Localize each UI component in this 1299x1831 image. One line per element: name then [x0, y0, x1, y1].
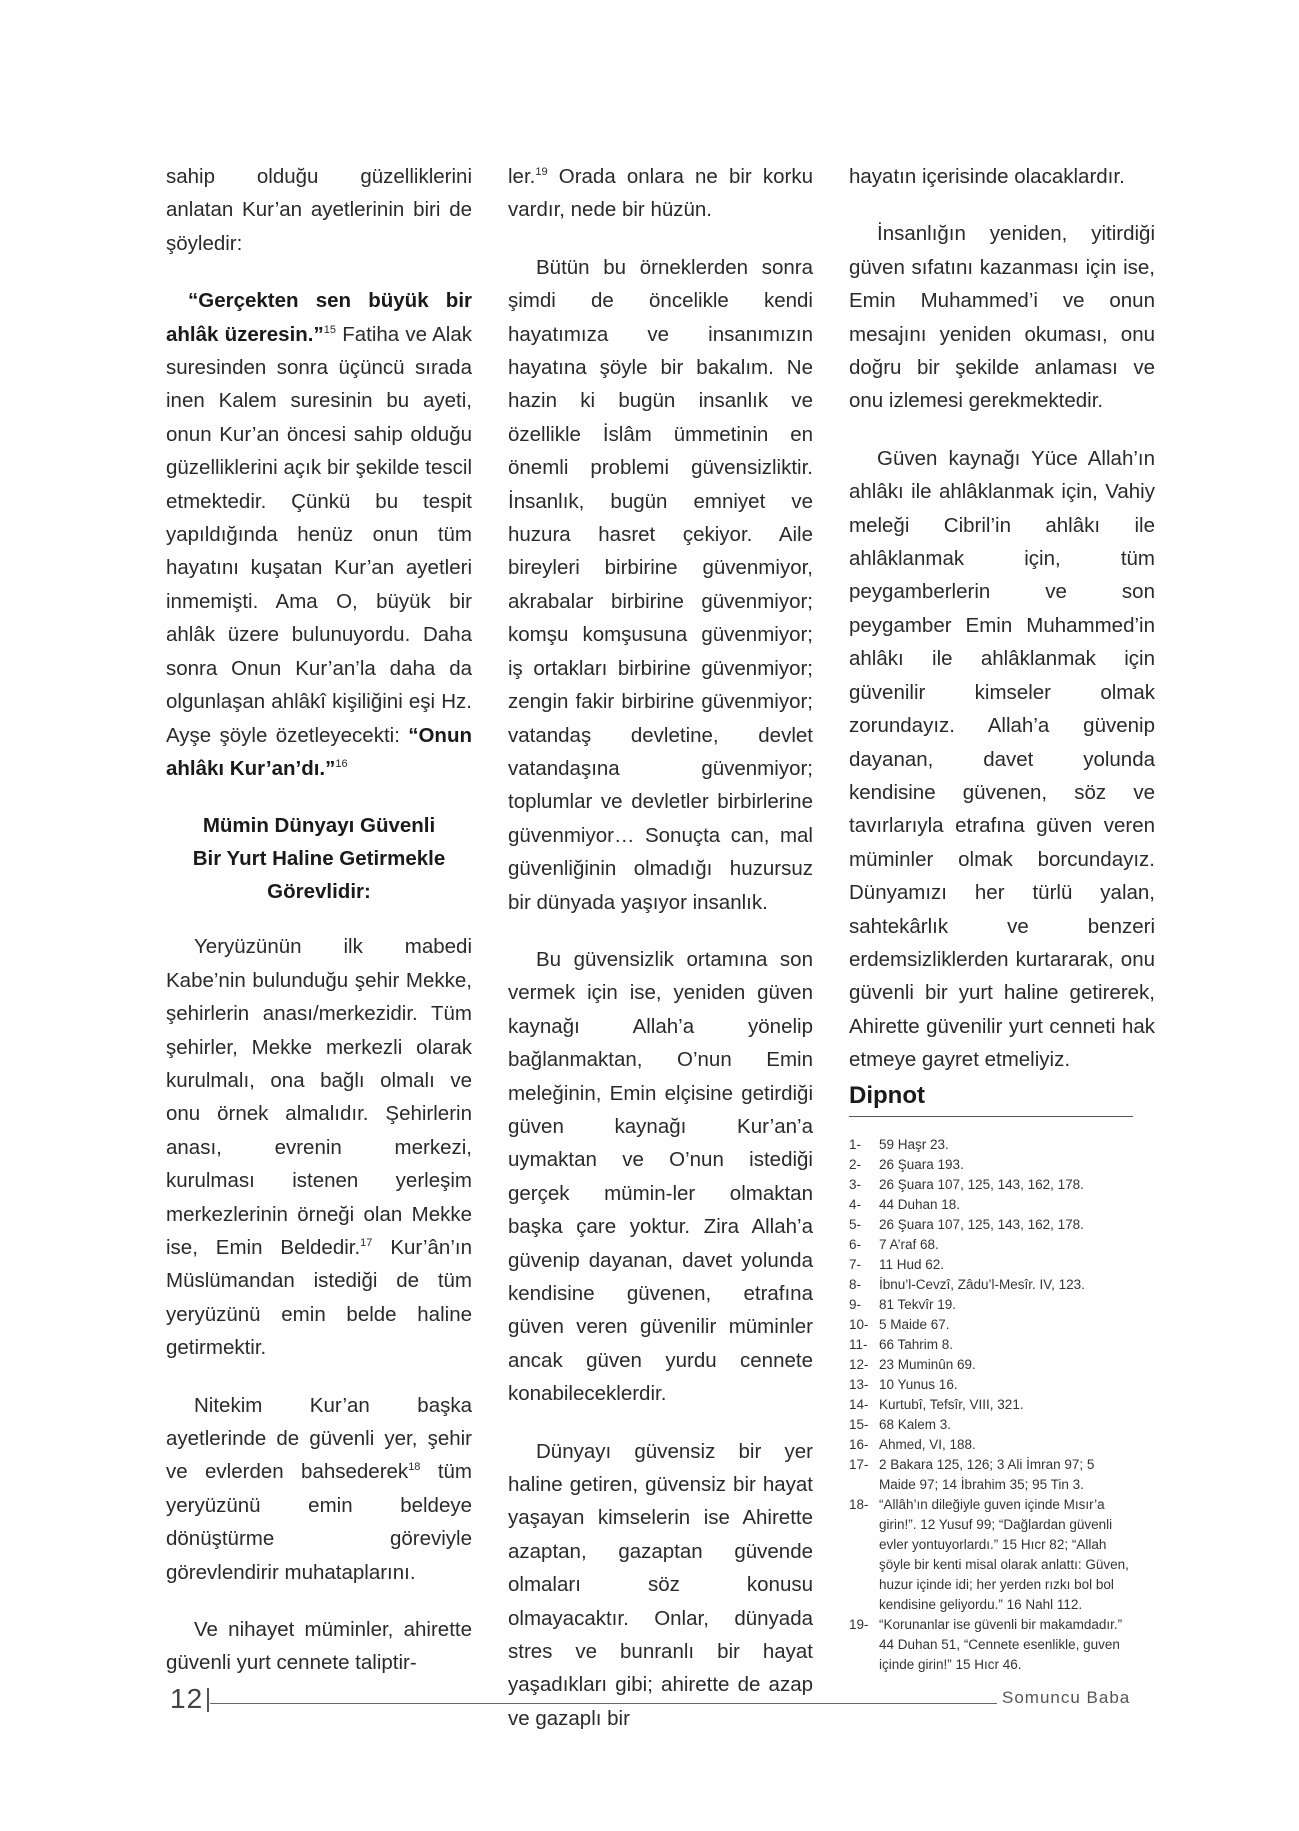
footnote-number: 9-: [849, 1297, 862, 1312]
footnote-number: 14-: [849, 1397, 869, 1412]
footnote-number: 6-: [849, 1237, 862, 1252]
paragraph-text: Kur’ân’ın Müslümandan istediği de tüm yeryüzünü emin belde haline getirmektir.: [166, 1235, 472, 1360]
footnote-text: 23 Muminûn 69.: [879, 1357, 976, 1372]
footnote-text: 26 Şuara 193.: [879, 1157, 964, 1172]
footnote-number: 8-: [849, 1277, 862, 1292]
section-heading: [166, 809, 472, 908]
footnote-text: Kurtubî, Tefsîr, VIII, 321.: [879, 1397, 1024, 1412]
footnote-number: 17-: [849, 1457, 869, 1472]
quote-text: “Onun ahlâkı Kur’an’dı.”: [166, 723, 472, 780]
paragraph: hayatın içerisinde olacaklardır.: [849, 165, 1125, 188]
footnotes-section: [849, 1082, 1133, 1675]
footnote-text: 66 Tahrim 8.: [879, 1337, 954, 1352]
paragraph: [166, 284, 472, 785]
paragraph: Dünyayı güvensiz bir yer haline getiren, güvensiz bir hayat yaşayan kimselerin ise Ahirette azaptan, gazaptan güvende olmaları söz konusu olmayacaktır. Onlar, dünyada stres ve bunranlı bir hayat yaşadıkları gibi; ahirette de azap ve gazaplı bir: [508, 1439, 813, 1730]
footer-rule: [210, 1703, 997, 1704]
footnote-text: 5 Maide 67.: [879, 1317, 950, 1332]
footnote-number: 18-: [849, 1497, 869, 1512]
footnote-item: [849, 1435, 1133, 1455]
footnote-item: [849, 1375, 1133, 1395]
paragraph: sahip olduğu güzelliklerini anlatan Kur’an ayetlerinin biri de şöyledir:: [166, 165, 472, 255]
footnote-item: [849, 1255, 1133, 1275]
paragraph: Ve nihayet müminler, ahirette güvenli yurt cennete taliptir-: [166, 1618, 472, 1675]
footnotes-title: Dipnot: [849, 1082, 1133, 1117]
paragraph: İnsanlığın yeniden, yitirdiği güven sıfatını kazanması için ise, Emin Muhammed’i ve onun mesajını yeniden okuması, onu doğru bir şekilde anlaması ve onu izlemesi gerekmektedir.: [849, 222, 1155, 413]
footnote-number: 10-: [849, 1317, 869, 1332]
footnote-text: 68 Kalem 3.: [879, 1417, 952, 1432]
footnote-item: [849, 1415, 1133, 1435]
footnote-number: 19-: [849, 1617, 869, 1632]
footnote-item: [849, 1215, 1133, 1235]
footnote-item: [849, 1135, 1133, 1155]
heading-line: Görevlidir:: [267, 880, 371, 904]
paragraph-text: Orada onlara ne bir korku vardır, nede bir hüzün.: [508, 165, 813, 222]
footnote-item: [849, 1155, 1133, 1175]
footnote-ref[interactable]: 18: [408, 1461, 421, 1474]
heading-line: Bir Yurt Haline Getirmekle: [192, 847, 446, 871]
footnote-item: [849, 1175, 1133, 1195]
footnote-text: 2 Bakara 125, 126; 3 Ali İmran 97; 5 Maide 97; 14 İbrahim 35; 95 Tin 3.: [879, 1457, 1095, 1492]
footnote-text: 26 Şuara 107, 125, 143, 162, 178.: [879, 1217, 1084, 1232]
footnote-number: 13-: [849, 1377, 869, 1392]
footnote-ref[interactable]: 16: [335, 758, 348, 771]
magazine-name: Somuncu Baba: [1002, 1688, 1131, 1707]
paragraph: Bütün bu örneklerden sonra şimdi de öncelikle kendi hayatımıza ve insanımızın hayatına şöyle bir bakalım. Ne hazin ki bugün insanlık ve özellikle İslâm ümmetinin en önemli problemi güvensizliktir. İnsanlık, bugün emniyet ve huzura hasret çekiyor. Aile bireyleri birbirine güvenmiyor, akrabalar birbirine güvenmiyor; komşu komşusuna güvenmiyor; iş ortakları birbirine güvenmiyor; zengin fakir birbirine güvenmiyor; vatandaş devletine, devlet vatandaşına güvenmiyor; toplumlar ve devletler birbirlerine güvenmiyor… Sonuçta can, mal güvenliğinin olmadığı huzursuz bir dünyada yaşıyor insanlık.: [508, 255, 813, 914]
page-number: 12: [170, 1683, 204, 1714]
footnote-number: 15-: [849, 1417, 869, 1432]
footnote-text: 11 Hud 62.: [879, 1257, 945, 1272]
footnote-item: [849, 1275, 1133, 1295]
paragraph: Bu güvensizlik ortamına son vermek için ise, yeniden güven kaynağı Allah’a yönelip bağlanmaktan, O’nun Emin meleğinin, Emin elçisine getirdiği güven kaynağı Kur’an’a uymaktan ve O’nun istediği gerçek mümin-ler olmaktan başka çare yoktur. Zira Allah’a güvenip dayanan, davet yolunda kendisine güvenen, etrafına güven veren güvenilir müminler ancak güven yurdu cennete konabileceklerdir.: [508, 947, 813, 1406]
paragraph: Güven kaynağı Yüce Allah’ın ahlâkı ile ahlâklanmak için, Vahiy meleği Cibril’in ahlâkı ile ahlâklanmak için, tüm peygamberlerin ve son peygamber Emin Muhammed’in ahlâkı ile ahlâklanmak için güvenilir kimseler olmak zorundayız. Allah’a güvenip dayanan, davet yolunda kendisine güvenen, söz ve tavırlarıyla etrafına güven veren müminler olmak borcundayız. Dünyamızı her türlü yalan, sahtekârlık ve benzeri erdemsizliklerden kurtararak, onu güvenli bir yurt haline getirerek, Ahirette güvenilir yurt cenneti hak etmeye gayret etmeliyiz.: [849, 446, 1155, 1072]
footnote-number: 16-: [849, 1437, 869, 1452]
paragraph-text: ler.: [508, 165, 536, 188]
text-column-1: [166, 160, 472, 1704]
footnote-ref[interactable]: 15: [323, 323, 336, 336]
footnote-number: 2-: [849, 1157, 862, 1172]
footnote-text: 81 Tekvîr 19.: [879, 1297, 957, 1312]
paragraph-text: tüm yeryüzünü emin beldeye dönüştürme göreviyle görevlendirir muhataplarını.: [166, 1460, 472, 1584]
footnote-item: [849, 1315, 1133, 1335]
footnote-item: [849, 1495, 1133, 1615]
paragraph: [166, 930, 472, 1364]
footnote-text: 10 Yunus 16.: [879, 1377, 958, 1392]
footer-divider: [207, 1688, 209, 1712]
footnote-number: 12-: [849, 1357, 869, 1372]
heading-line: Mümin Dünyayı Güvenli: [202, 814, 436, 838]
footnote-item: [849, 1195, 1133, 1215]
paragraph-text: Fatiha ve Alak suresinden sonra üçüncü sırada inen Kalem suresinin bu ayeti, onun Kur’an öncesi sahip olduğu güzelliklerini açık bir şekilde tescil etmektedir. Çünkü bu tespit yapıldığında henüz onun tüm hayatını kuşatan Kur’an ayetleri inmemişti. Ama O, büyük bir ahlâk üzere bulunuyordu. Daha sonra Onun Kur’an’la daha da olgunlaşan ahlâkî kişiliğini eşi Hz. Ayşe şöyle özetleyecekti:: [166, 322, 472, 747]
footnote-item: [849, 1335, 1133, 1355]
footnote-item: [849, 1355, 1133, 1375]
paragraph: [508, 160, 813, 227]
footnote-text: Ahmed, VI, 188.: [879, 1437, 976, 1452]
footnote-number: 11-: [849, 1337, 868, 1352]
footnote-ref[interactable]: 17: [360, 1237, 373, 1250]
footnote-number: 5-: [849, 1217, 862, 1232]
paragraph-text: Nitekim Kur’an başka ayetlerinde de güvenli yer, şehir ve evlerden bahsederek: [166, 1393, 472, 1484]
footnote-text: 59 Haşr 23.: [879, 1137, 949, 1152]
footnote-item: [849, 1235, 1133, 1255]
text-column-2: [508, 160, 813, 1759]
footnote-text: İbnu’l-Cevzî, Zâdu’l-Mesîr. IV, 123.: [879, 1277, 1085, 1292]
footnotes-list: [849, 1135, 1133, 1675]
footnote-text: “Korunanlar ise güvenli bir makamdadır.” 44 Duhan 51, “Cennete esenlikle, guven içinde girin!” 15 Hıcr 46.: [879, 1617, 1123, 1672]
paragraph: [166, 1389, 472, 1589]
footnote-text: 26 Şuara 107, 125, 143, 162, 178.: [879, 1177, 1084, 1192]
footnote-text: 44 Duhan 18.: [879, 1197, 961, 1212]
footnote-text: “Allâh’ın dileğiyle guven içinde Mısır’a girin!”. 12 Yusuf 99; “Dağlardan güvenli evler yontuyorlardı.” 15 Hıcr 82; “Allah şöyle bir kenti misal olarak anlattı: Güven, huzur içinde idi; her yerden rızkı bol bol kendisine geliyordu.” 16 Nahl 112.: [879, 1497, 1129, 1612]
footnote-ref[interactable]: 19: [535, 166, 548, 179]
paragraph-text: Yeryüzünün ilk mabedi Kabe’nin bulunduğu şehir Mekke, şehirlerin anası/merkezidir. Tüm şehirler, Mekke merkezli olarak kurulmalı, ona bağlı olmalı ve onu örnek almalıdır. Şehirlerin anası, evrenin merkezi, kurulması istenen yerleşim merkezlerinin örneği olan Mekke ise, Emin Beldedir.: [166, 935, 472, 1259]
footnote-number: 7-: [849, 1257, 862, 1272]
footnote-text: 7 A’raf 68.: [879, 1237, 939, 1252]
footnote-item: [849, 1395, 1133, 1415]
footnote-number: 1-: [849, 1137, 862, 1152]
text-column-3: [849, 160, 1155, 1101]
footnote-item: [849, 1615, 1133, 1675]
footnote-number: 4-: [849, 1197, 862, 1212]
quote-text: “Gerçekten sen büyük bir ahlâk üzeresin.”: [166, 289, 472, 346]
footnote-item: [849, 1455, 1133, 1495]
footnote-item: [849, 1295, 1133, 1315]
footnote-number: 3-: [849, 1177, 862, 1192]
